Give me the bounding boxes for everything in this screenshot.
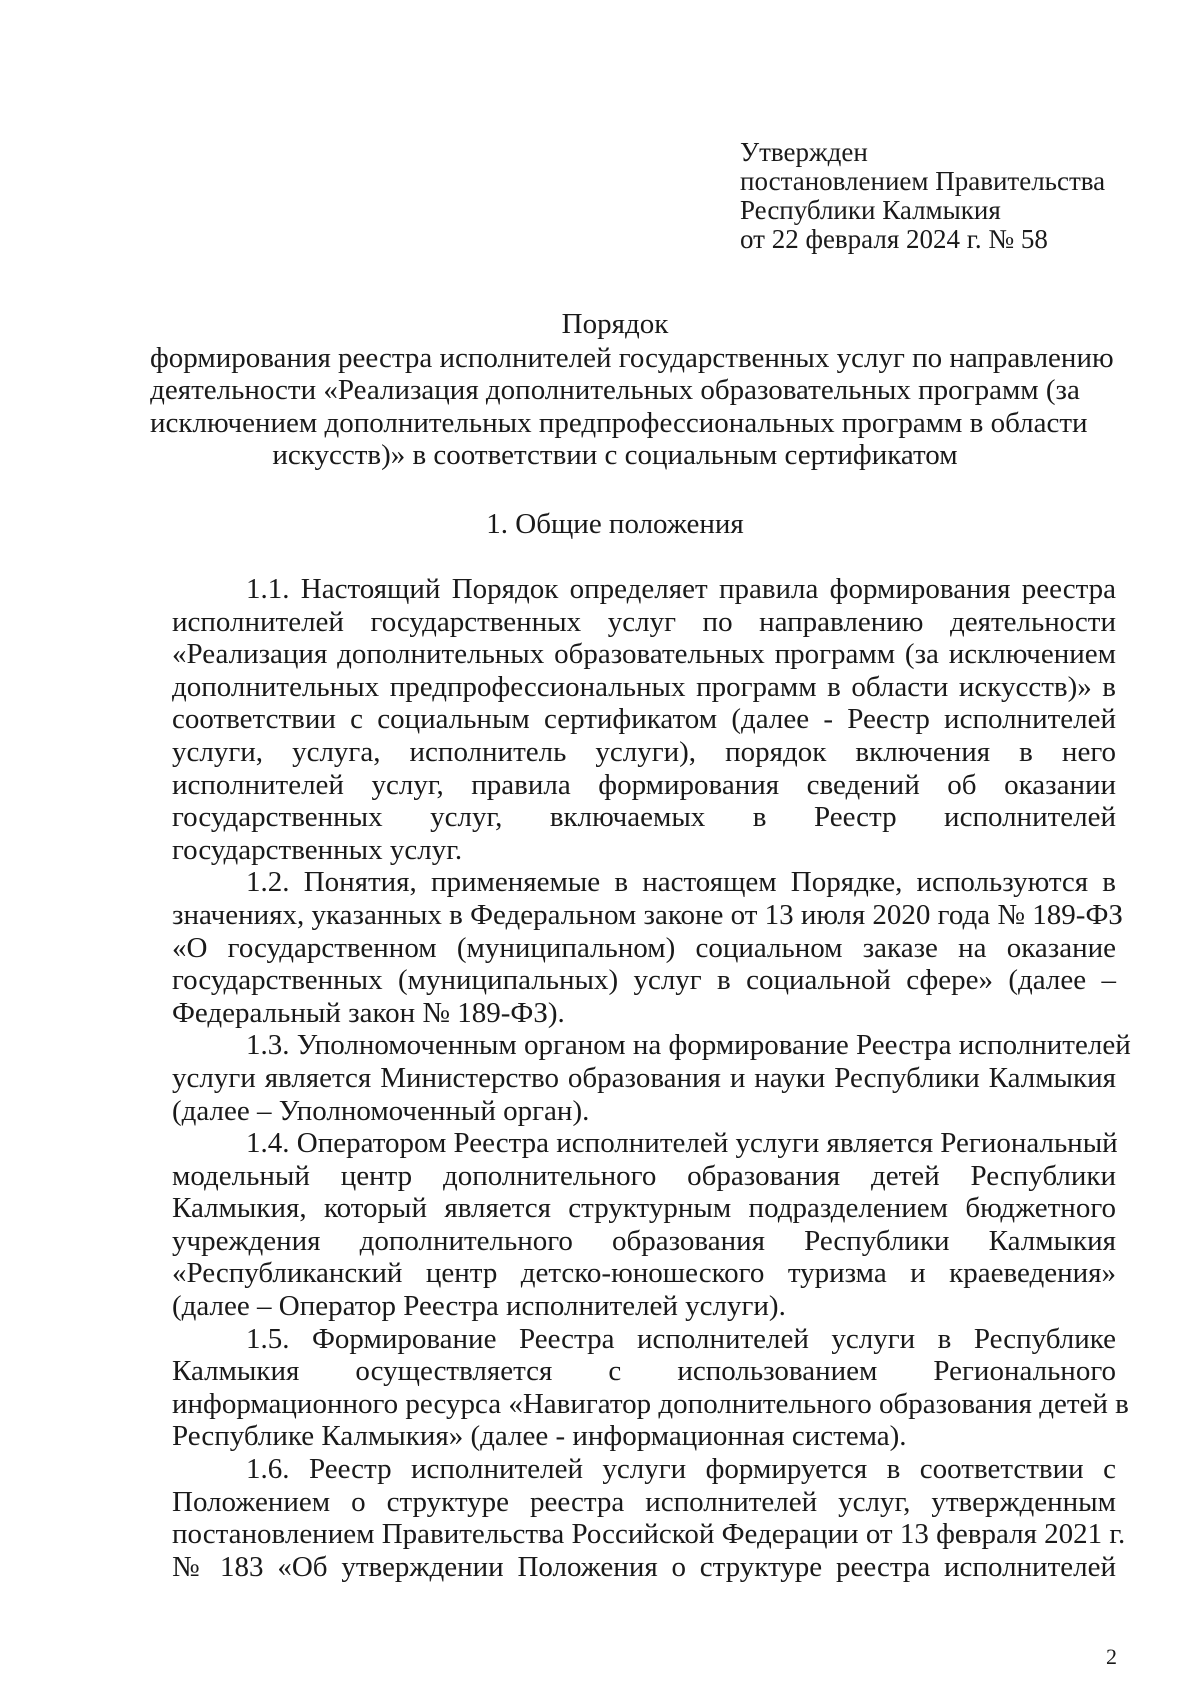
- paragraph-1-4: [172, 1127, 1116, 1323]
- text-line: исполнителей услуг, правила формирования сведений об оказании: [172, 768, 1116, 801]
- text-line: значениях, указанных в Федеральном законе от 13 июля 2020 года № 189-ФЗ: [172, 898, 1123, 931]
- text-line: Федеральный закон № 189-ФЗ).: [172, 996, 565, 1029]
- title-heading: Порядок: [561, 308, 669, 340]
- approval-stamp-block: [740, 138, 1160, 254]
- paragraph-1-2: [172, 866, 1123, 1029]
- text-line: (далее – Оператор Реестра исполнителей услуги).: [172, 1290, 786, 1323]
- text-line: (далее – Уполномоченный орган).: [172, 1094, 590, 1127]
- approval-line: Утвержден: [740, 137, 868, 167]
- text-line: информационного ресурса «Навигатор дополнительного образования детей в: [172, 1387, 1129, 1420]
- text-line: 1.2. Понятия, применяемые в настоящем Порядке, используются в: [246, 866, 1116, 899]
- text-line: «О государственном (муниципальном) социальном заказе на оказание: [172, 931, 1116, 964]
- title-line: исключением дополнительных предпрофессиональных программ в области: [150, 406, 1088, 439]
- text-line: Республике Калмыкия» (далее - информационная система).: [172, 1420, 907, 1453]
- text-line: Положением о структуре реестра исполнителей услуг, утвержденным: [172, 1485, 1116, 1518]
- text-line: исполнителей государственных услуг по направлению деятельности: [172, 605, 1116, 638]
- text-line: Калмыкия осуществляется с использованием Регионального: [172, 1355, 1116, 1388]
- paragraph-1-1: [172, 573, 1116, 866]
- text-line: № 183 «Об утверждении Положения о структуре реестра исполнителей: [172, 1550, 1116, 1583]
- text-line: «Реализация дополнительных образовательных программ (за исключением: [172, 638, 1116, 671]
- text-line: государственных услуг.: [172, 833, 463, 866]
- text-line: модельный центр дополнительного образования детей Республики: [172, 1159, 1116, 1192]
- paragraph-1-6: [172, 1453, 1126, 1583]
- text-line: соответствии с социальным сертификатом (далее - Реестр исполнителей: [172, 703, 1116, 736]
- text-line: учреждения дополнительного образования Республики Калмыкия: [172, 1224, 1116, 1257]
- text-line: постановлением Правительства Российской Федерации от 13 февраля 2021 г.: [172, 1518, 1126, 1551]
- approval-line: постановлением Правительства: [740, 166, 1106, 196]
- page-number: 2: [1106, 1644, 1117, 1669]
- text-line: услуги, услуга, исполнитель услуги), порядок включения в него: [172, 735, 1116, 768]
- document-title: [150, 308, 1114, 472]
- text-line: государственных (муниципальных) услуг в социальной сфере» (далее –: [172, 964, 1116, 997]
- section-heading: 1. Общие положения: [486, 508, 744, 540]
- text-line: дополнительных предпрофессиональных программ в области искусств)» в: [172, 670, 1116, 703]
- approval-line: Республики Калмыкия: [740, 195, 1001, 225]
- title-line: искусств)» в соответствии с социальным сертификатом: [272, 439, 958, 471]
- paragraph-1-3: [172, 1029, 1131, 1127]
- text-line: «Республиканский центр детско-юношеского туризма и краеведения»: [172, 1257, 1116, 1290]
- document-body: [172, 573, 1131, 1583]
- paragraph-1-5: [172, 1322, 1129, 1453]
- text-line: 1.3. Уполномоченным органом на формирование Реестра исполнителей: [246, 1029, 1131, 1062]
- text-line: государственных услуг, включаемых в Реестр исполнителей: [172, 801, 1116, 834]
- text-line: 1.6. Реестр исполнителей услуги формируется в соответствии с: [246, 1453, 1116, 1486]
- title-line: деятельности «Реализация дополнительных образовательных программ (за: [150, 374, 1080, 406]
- title-line: формирования реестра исполнителей государственных услуг по направлению: [150, 341, 1114, 374]
- text-line: 1.4. Оператором Реестра исполнителей услуги является Региональный: [246, 1127, 1118, 1160]
- text-line: 1.1. Настоящий Порядок определяет правила формирования реестра: [246, 573, 1116, 605]
- approval-date-line: от 22 февраля 2024 г. № 58: [740, 224, 1048, 254]
- text-line: 1.5. Формирование Реестра исполнителей услуги в Республике: [246, 1322, 1116, 1355]
- text-line: услуги является Министерство образования и науки Республики Калмыкия: [172, 1061, 1116, 1094]
- text-line: Калмыкия, который является структурным подразделением бюджетного: [172, 1192, 1116, 1225]
